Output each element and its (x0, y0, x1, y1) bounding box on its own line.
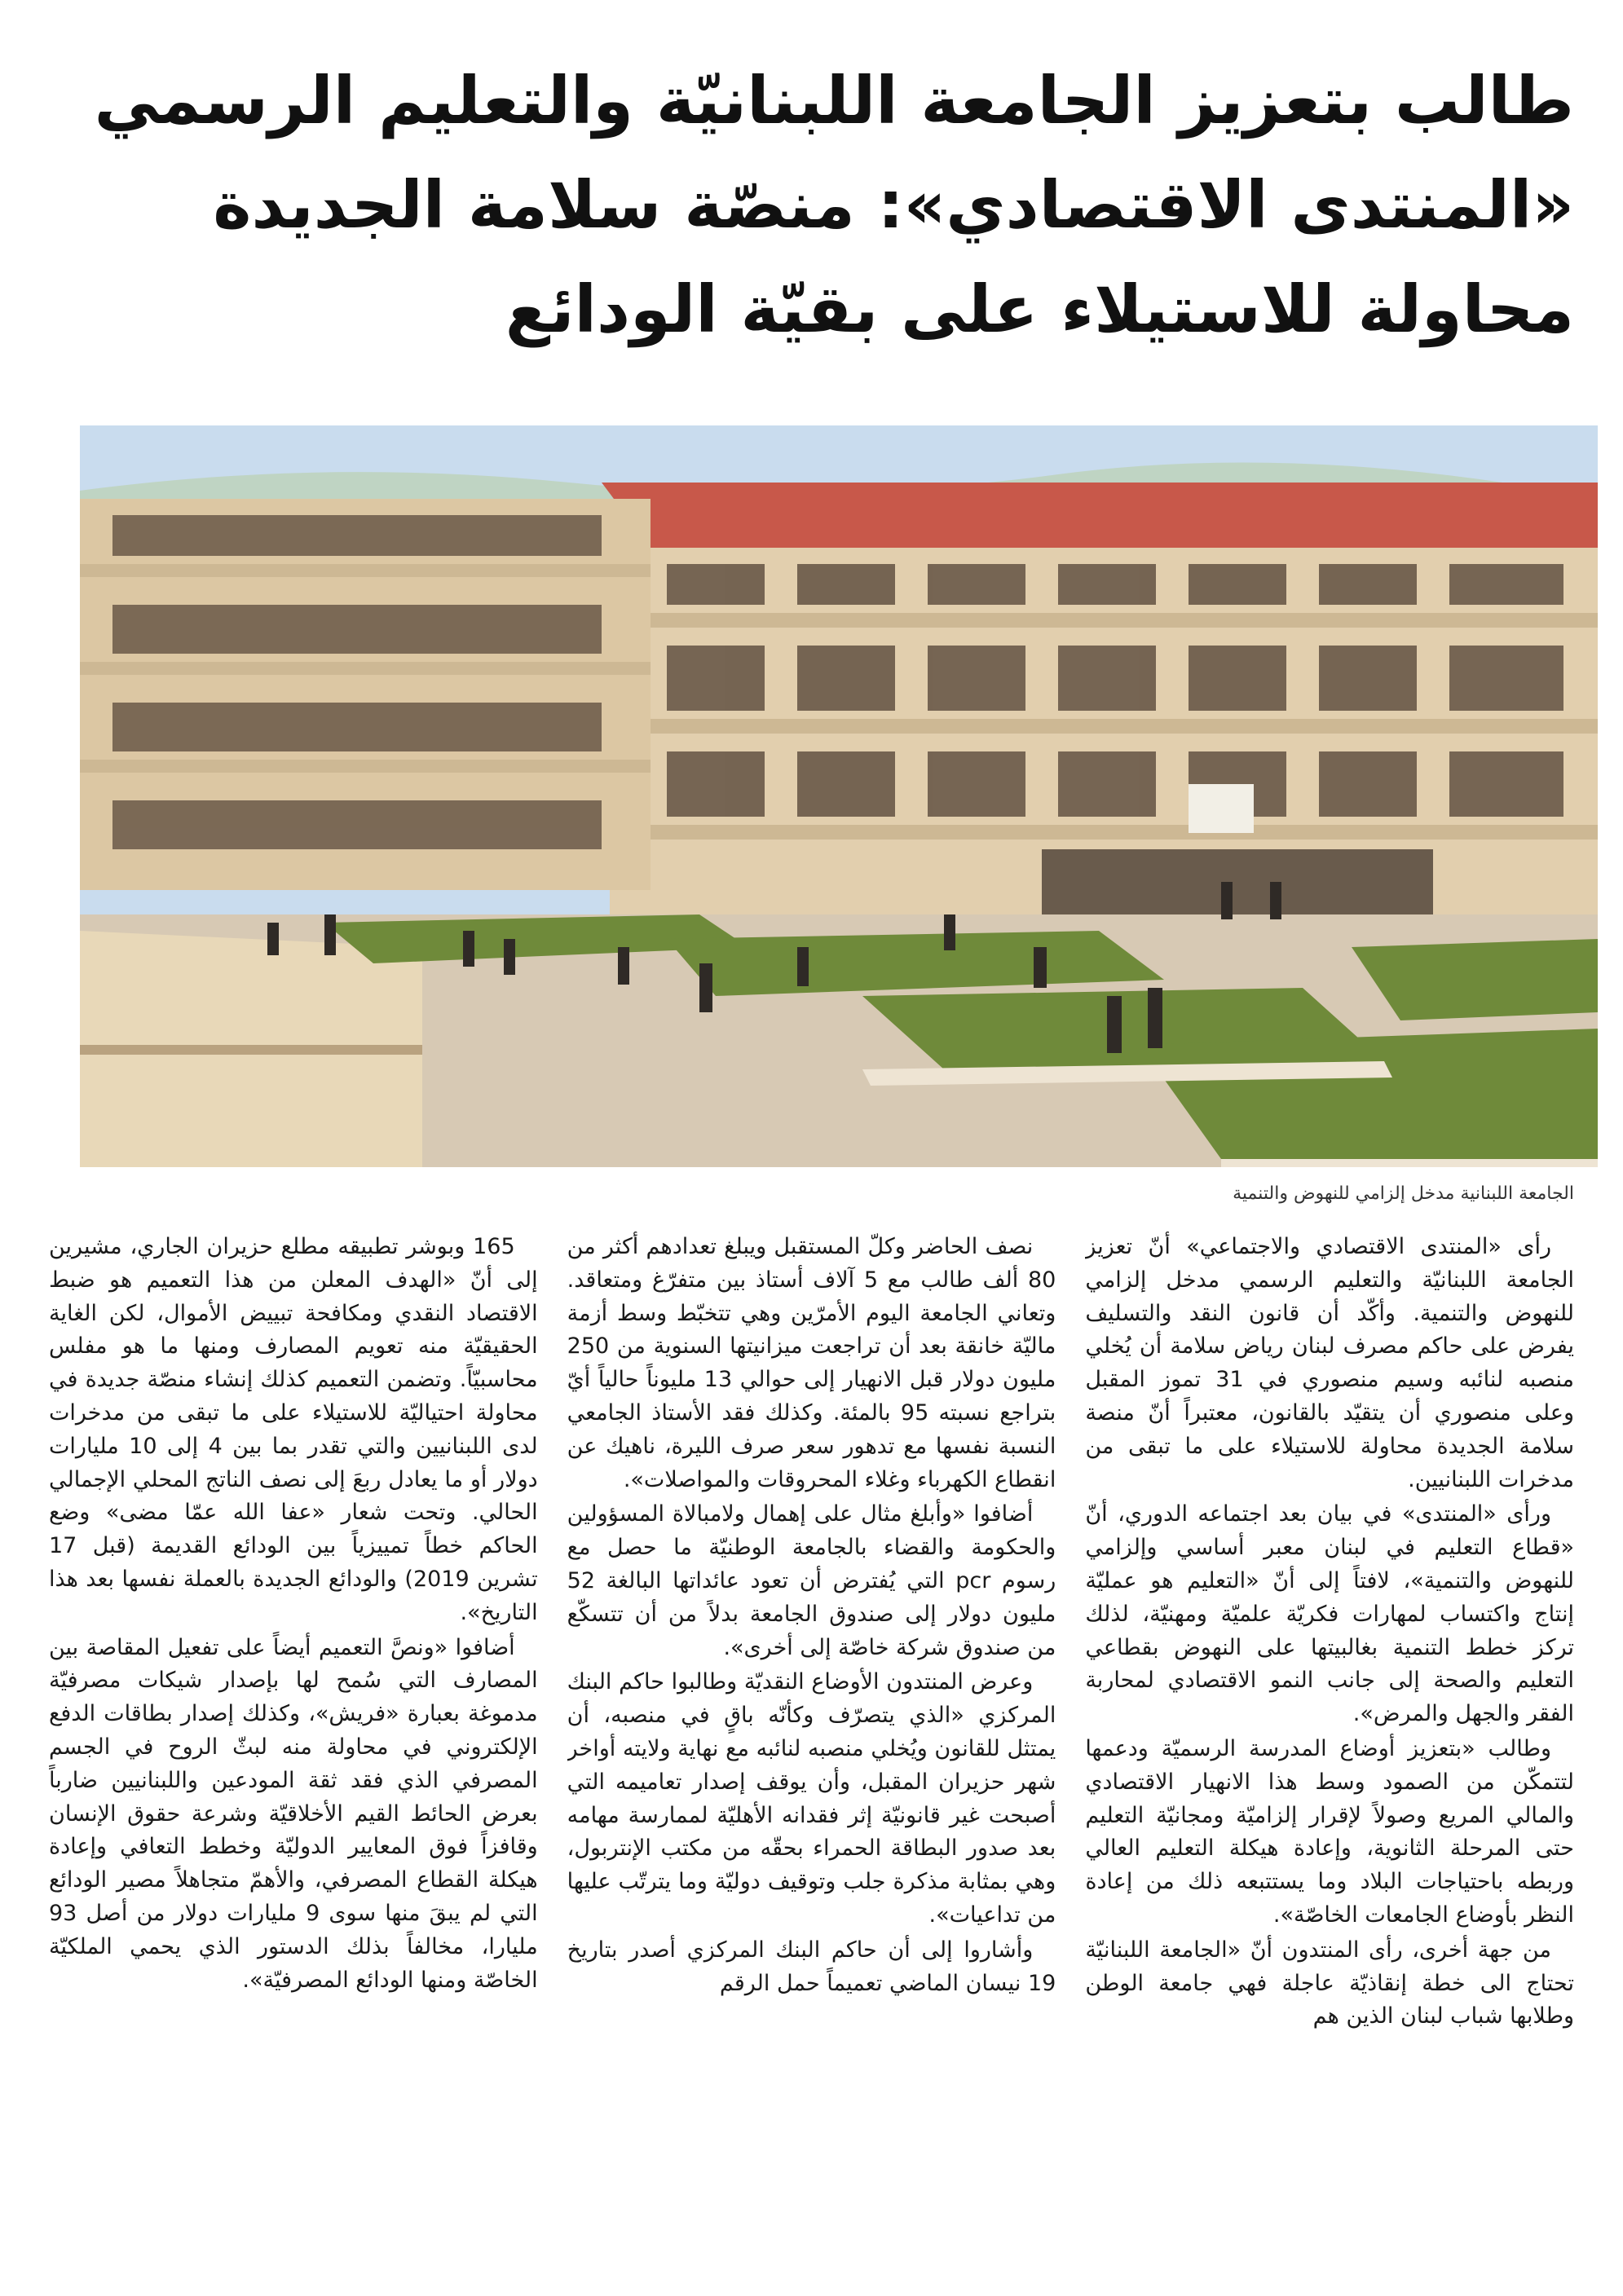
paragraph: وعرض المنتدون الأوضاع النقديّة وطالبوا حاكم البنك المركزي «الذي يتصرّف وكأنّه باقٍ في منصبه، أن يمتثل للقانون ويُخلي منصبه لنائبه مع نهاية ولايته أواخر شهر حزيران المقبل، وأن يوقف إصدار تعاميمه التي أصبحت غير قانونيّة إثر فقدانه الأهليّة لممارسة مهامه بعد صدور البطاقة الحمراء بحقّه من مكتب الإنتربول، وهي بمثابة مذكرة جلب وتوقيف دوليّة وما يترتّب عليها من تداعيات». (567, 1669, 1056, 1928)
paragraph: وأشاروا إلى أن حاكم البنك المركزي أصدر بتاريخ 19 نيسان الماضي تعميماً حمل الرقم (567, 1937, 1056, 1996)
university-photo (80, 425, 1598, 1167)
headline-line-3: محاولة للاستيلاء على بقيّة الودائع (505, 271, 1574, 347)
paragraph: 165 وبوشر تطبيقه مطلع حزيران الجاري، مشيرين إلى أنّ «الهدف المعلن من هذا التعميم هو ضبط الاقتصاد النقدي ومكافحة تبييض الأموال، لكن الغاية الحقيقيّة منه تعويم المصارف ومنها ما هو مفلس محاسبيّاً. وتضمن التعميم كذلك إنشاء منصّة جديدة في محاولة احتياليّة للاستيلاء على ما تبقى من مدخرات لدى اللبنانيين والتي تقدر بما بين 4 إلى 10 مليارات دولار أو ما يعادل ربعَ إلى نصف الناتج المحلي الإجمالي الحالي. وتحت شعار «عفا الله عمّا مضى» وضع الحاكم خطاً تمييزياً بين الودائع القديمة (قبل 17 تشرين 2019) والودائع الجديدة بالعملة نفسها بعد هذا التاريخ». (48, 1234, 538, 1625)
paragraph: وطالب «بتعزيز أوضاع المدرسة الرسميّة ودعمها لتتمكّن من الصمود وسط هذا الانهيار الاقتصادي والمالي المريع وصولاً لإقرار إلزاميّة ومجانيّة التعليم حتى المرحلة الثانوية، وإعادة هيكلة التعليم العالي وربطه باحتياجات البلاد وما يستتبعه ذلك من إعادة النظر بأوضاع الجامعات الخاصّة». (1085, 1735, 1574, 1928)
article-columns (49, 1231, 1574, 2282)
article-column-2 (567, 1231, 1056, 2282)
article-column-3 (49, 1231, 538, 2282)
paragraph: نصف الحاضر وكلّ المستقبل ويبلغ تعدادهم أكثر من 80 ألف طالب مع 5 آلاف أستاذ بين متفرّغ ومتعاقد. وتعاني الجامعة اليوم الأمرّين وهي تتخبّط وسط أزمة ماليّة خانقة بعد أن تراجعت ميزانيتها السنوية من 250 مليون دولار قبل الانهيار إلى حوالي 13 مليوناً حالياً أيّ بتراجع نسبته 95 بالمئة. وكذلك فقد الأستاذ الجامعي النسبة نفسها مع تدهور سعر صرف الليرة، ناهيك عن انقطاع الكهرباء وغلاء المحروقات والمواصلات». (567, 1234, 1056, 1492)
paragraph: من جهة أخرى، رأى المنتدون أنّ «الجامعة اللبنانيّة تحتاج الى خطة إنقاذيّة عاجلة فهي جامعة الوطن وطلابها شباب لبنان الذين هم (1085, 1937, 1574, 2029)
paragraph: أضافوا «وأبلغ مثال على إهمال ولامبالاة المسؤولين والحكومة والقضاء بالجامعة الوطنيّة ما حصل مع رسوم pcr التي يُفترض أن تعود عائداتها البالغة 52 مليون دولار إلى صندوق الجامعة بدلاً من أن تتسكّع من صندوق شركة خاصّة إلى أخرى». (567, 1501, 1056, 1660)
headline (82, 49, 1574, 362)
paragraph: ورأى «المنتدى» في بيان بعد اجتماعه الدوري، أنّ «قطاع التعليم في لبنان معبر أساسي وإلزامي للنهوض والتنمية»، لافتاً إلى أنّ «التعليم هو عمليّة إنتاج واكتساب لمهارات فكريّة علميّة ومهنيّة، لذلك تركز خطط التنمية بغالبيتها على النهوض بقطاعي التعليم والصحة إلى جانب النمو الاقتصادي لمحاربة الفقر والجهل والمرض». (1085, 1501, 1574, 1727)
photo-caption: الجامعة اللبنانية مدخل إلزامي للنهوض والتنمية (1233, 1183, 1574, 1204)
article-column-1 (1085, 1231, 1574, 2282)
paragraph: أضافوا «ونصَّ التعميم أيضاً على تفعيل المقاصة بين المصارف التي سُمح لها بإصدار شيكات مصرفيّة مدموغة بعبارة «فريش»، وكذلك إصدار بطاقات الدفع الإلكتروني في محاولة منه لبثّ الروح في الجسم المصرفي الذي فقد ثقة المودعين واللبنانيين ضارباً بعرض الحائط القيم الأخلاقيّة وشرعة حقوق الإنسان وقافزاً فوق المعايير الدوليّة وخطط التعافي وإعادة هيكلة القطاع المصرفي، والأهمّ متجاهلاً مصير الودائع التي لم يبقَ منها سوى 9 مليارات دولار من أصل 93 مليارا، مخالفاً بذلك الدستور الذي يحمي الملكيّة الخاصّة ومنها الودائع المصرفيّة». (48, 1634, 538, 1993)
paragraph: رأى «المنتدى الاقتصادي والاجتماعي» أنّ تعزيز الجامعة اللبنانيّة والتعليم الرسمي مدخل إلزامي للنهوض والتنمية. وأكّد أن قانون النقد والتسليف يفرض على حاكم مصرف لبنان رياض سلامة أن يُخلي منصبه لنائبه وسيم منصوري في 31 تموز المقبل وعلى منصوري أن يتقيّد بالقانون، معتبراً أنّ منصة سلامة الجديدة محاولة للاستيلاء على ما تبقى من مدخرات اللبنانيين. (1085, 1234, 1574, 1492)
headline-line-1: طالب بتعزيز الجامعة اللبنانيّة والتعليم الرسمي (94, 63, 1574, 139)
campus-courtyard-image (80, 425, 1598, 1167)
headline-line-2: «المنتدى الاقتصادي»: منصّة سلامة الجديدة (213, 167, 1574, 243)
